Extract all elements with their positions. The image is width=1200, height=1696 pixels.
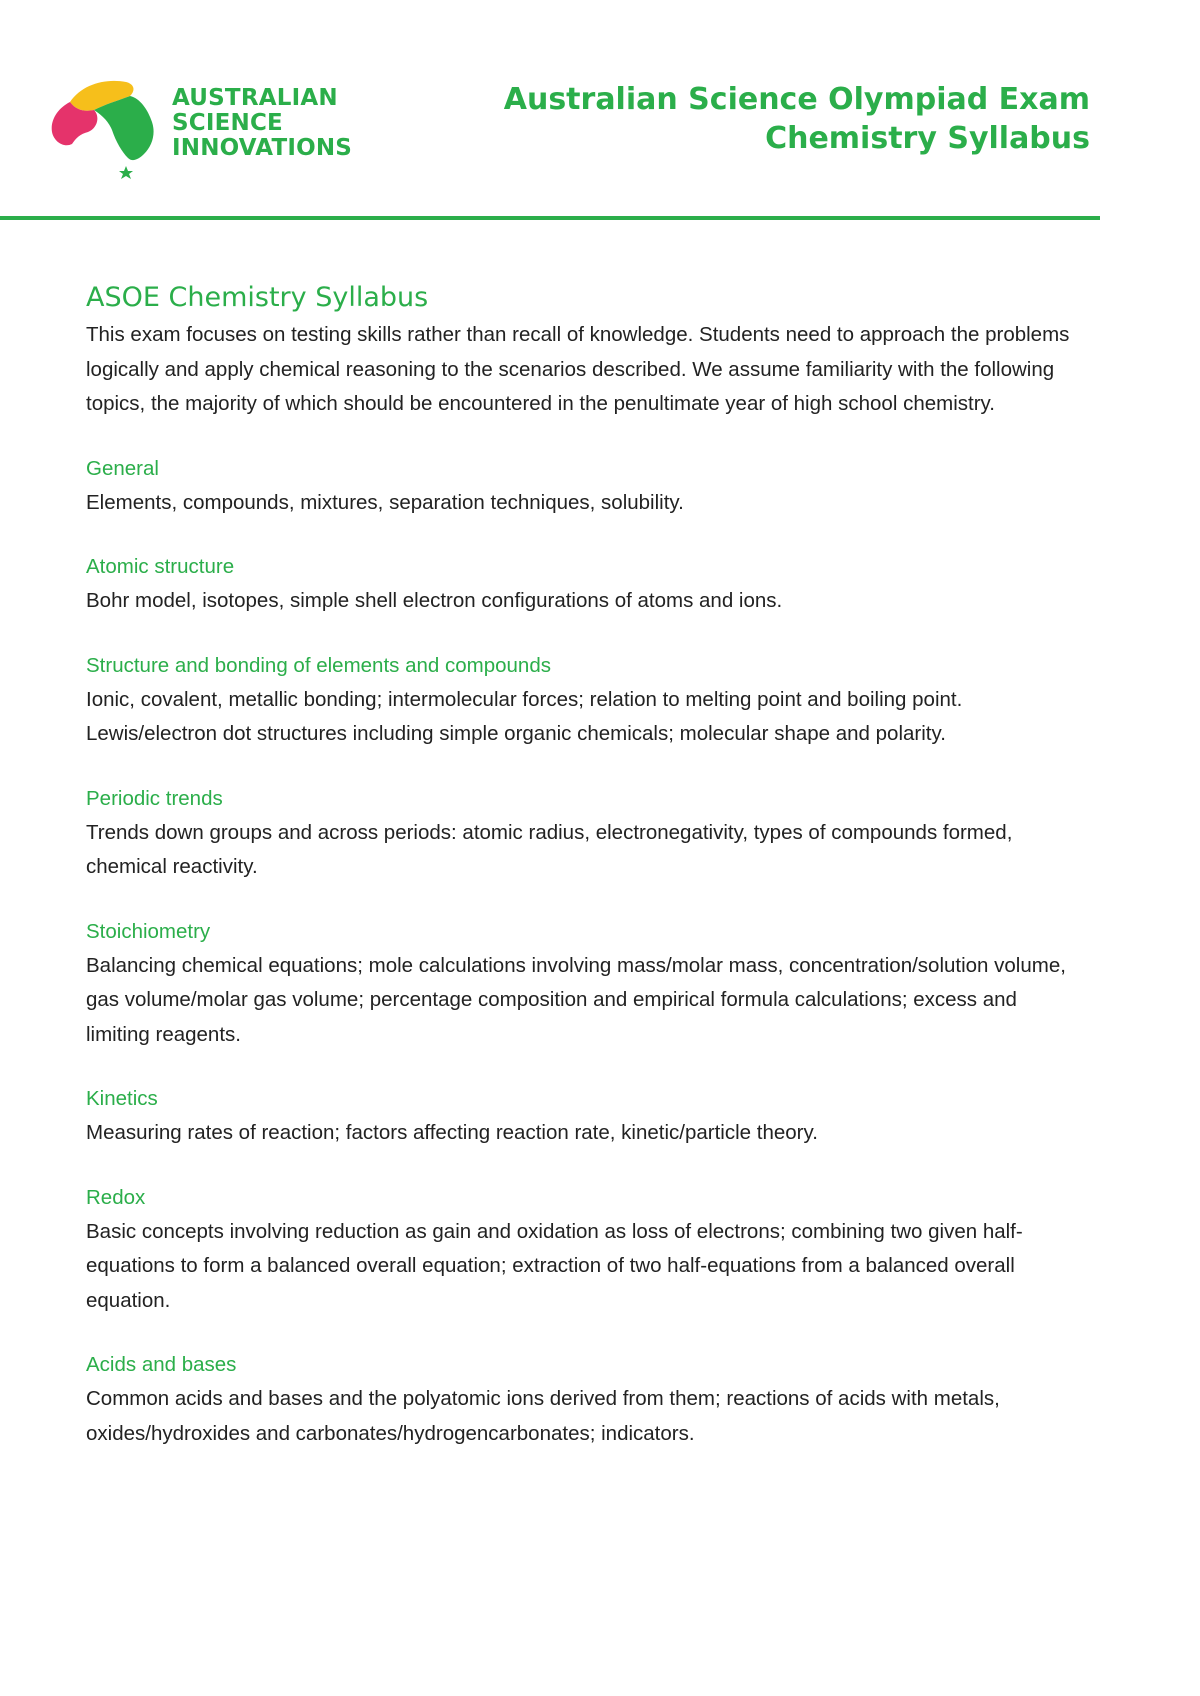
- logo-wordmark: [172, 86, 352, 161]
- syllabus-content: [86, 280, 1086, 1451]
- section-kinetics: [86, 1082, 1086, 1151]
- section-body: Common acids and bases and the polyatomic ions derived from them; reactions of acids with metals, oxides/hydroxides and carbonates/hydrogencarbonates; indicators.: [86, 1387, 1000, 1445]
- section-heading: Redox: [86, 1185, 146, 1209]
- document-title-line-2: Chemistry Syllabus: [765, 121, 1090, 156]
- section-periodic-trends: [86, 782, 1086, 885]
- asi-logo: [48, 76, 358, 181]
- logo-line-3: INNOVATIONS: [172, 135, 353, 161]
- section-acids-bases: [86, 1348, 1086, 1451]
- section-body: Trends down groups and across periods: atomic radius, electronegativity, types of compounds formed, chemical reactivity.: [86, 820, 1013, 878]
- section-body: Measuring rates of reaction; factors affecting reaction rate, kinetic/particle theory.: [86, 1121, 818, 1144]
- section-heading: Stoichiometry: [86, 919, 211, 943]
- section-body: Bohr model, isotopes, simple shell electron configurations of atoms and ions.: [86, 589, 783, 612]
- section-heading: General: [86, 456, 159, 480]
- page-title: ASOE Chemistry Syllabus: [86, 282, 429, 313]
- section-heading: Periodic trends: [86, 786, 223, 810]
- section-stoichiometry: [86, 915, 1086, 1053]
- logo-line-2: SCIENCE: [172, 110, 283, 136]
- document-title: [504, 80, 1090, 158]
- section-heading: Atomic structure: [86, 555, 235, 578]
- section-body: Elements, compounds, mixtures, separation techniques, solubility.: [86, 490, 684, 514]
- section-heading: Acids and bases: [86, 1353, 237, 1376]
- header-divider: [0, 216, 1100, 220]
- intro-paragraph: This exam focuses on testing skills rather than recall of knowledge. Students need to approach the problems logically and apply chemical reasoning to the scenarios described. We assume familiarity with the following topics, the majority of which should be encountered in the penultimate year of high school chemistry.: [86, 323, 1070, 415]
- section-heading: Structure and bonding of elements and compounds: [86, 653, 551, 677]
- section-structure-bonding: [86, 649, 1086, 752]
- australia-map-logo-icon: [48, 76, 168, 181]
- section-body: Ionic, covalent, metallic bonding; intermolecular forces; relation to melting point and boiling point. Lewis/electron dot structures including simple organic chemicals; molecular shape and polarity.: [86, 687, 963, 745]
- section-body: Basic concepts involving reduction as gain and oxidation as loss of electrons; combining two given half-equations to form a balanced overall equation; extraction of two half-equations from a balanced overall equation.: [86, 1219, 1023, 1312]
- section-general: [86, 452, 1086, 521]
- page-header: [0, 0, 1200, 225]
- section-redox: [86, 1181, 1086, 1319]
- section-heading: Kinetics: [86, 1087, 158, 1110]
- document-title-line-1: Australian Science Olympiad Exam: [503, 82, 1090, 117]
- logo-line-1: AUSTRALIAN: [172, 85, 338, 111]
- section-atomic-structure: [86, 550, 1086, 619]
- section-body: Balancing chemical equations; mole calculations involving mass/molar mass, concentration/solution volume, gas volume/molar gas volume; percentage composition and empirical formula calculations; excess and limiting reagents.: [86, 953, 1066, 1046]
